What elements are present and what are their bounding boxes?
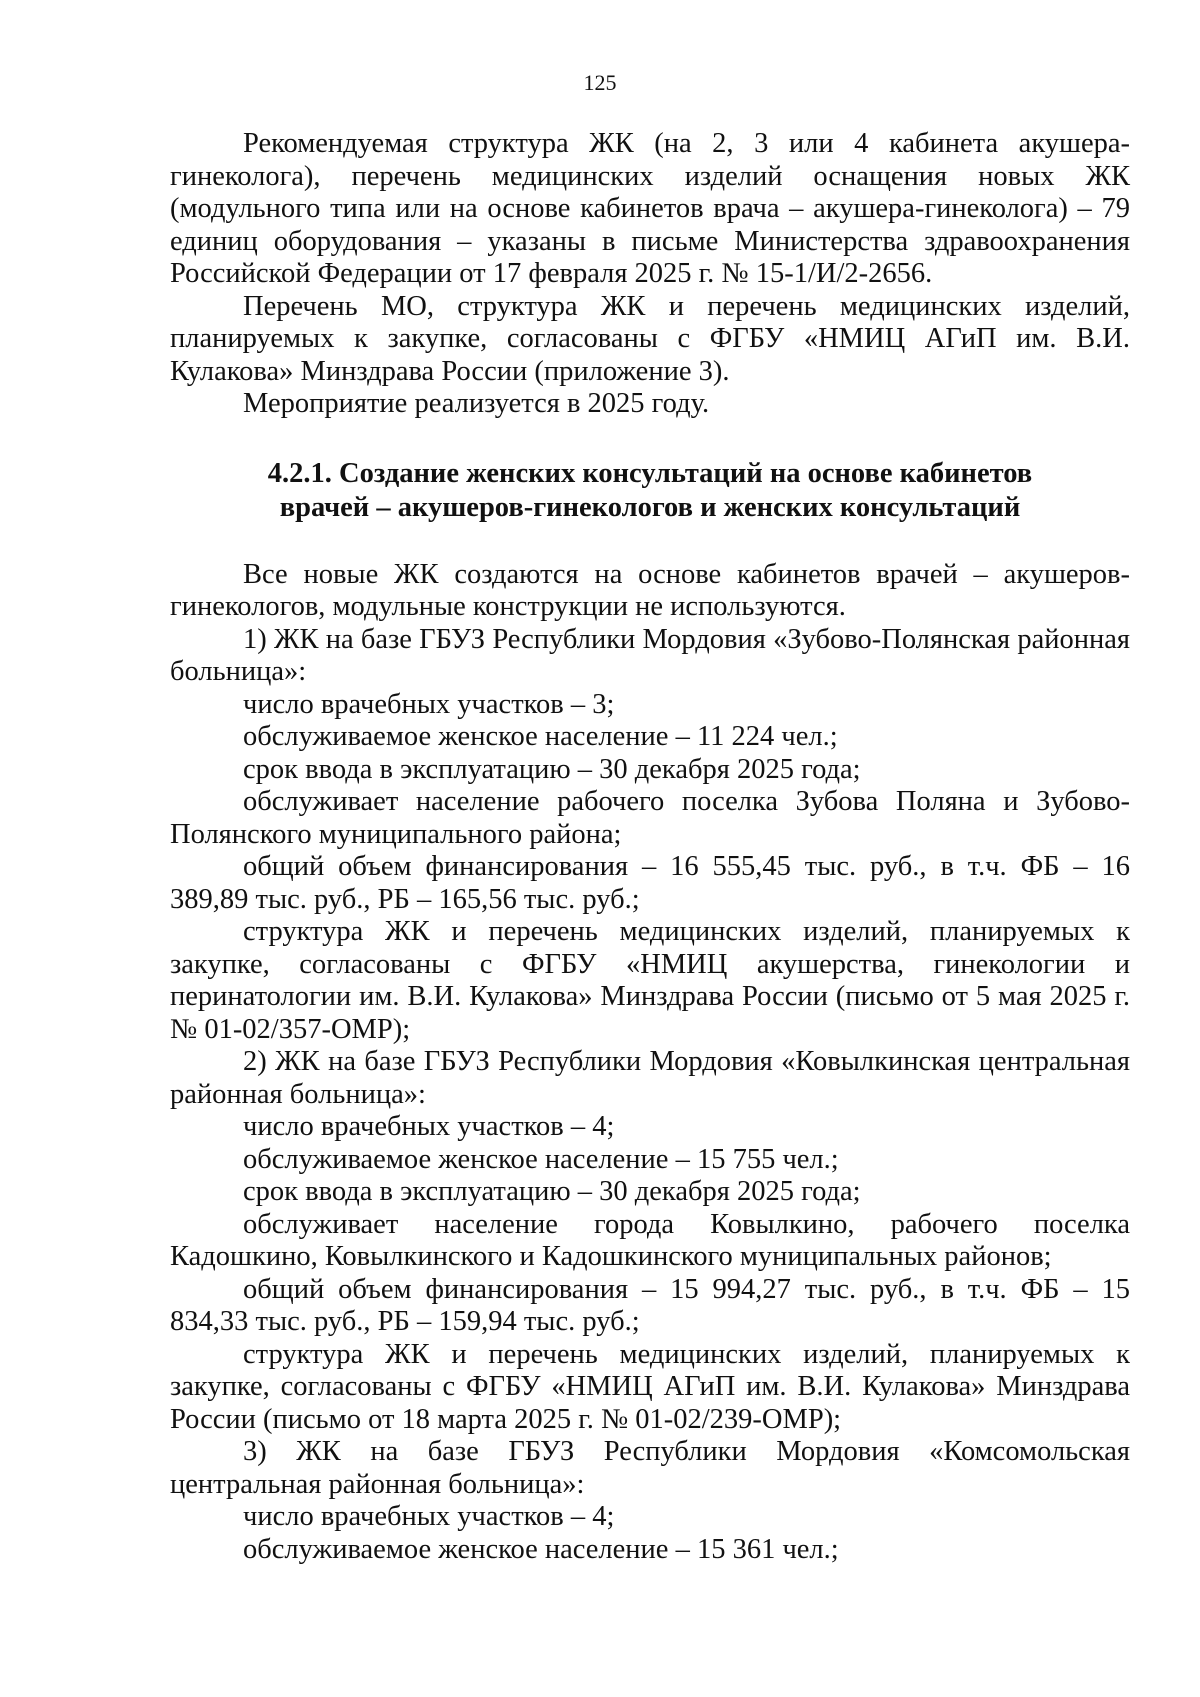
list-detail: обслуживаемое женское население – 15 755 чел.; bbox=[243, 1143, 839, 1175]
list-detail: общий объем финансирования – 15 994,27 тыс. руб., в т.ч. ФБ – 15 834,33 тыс. руб., РБ – 159,94 тыс. руб.; bbox=[170, 1273, 1130, 1337]
list-item-header: 2) ЖК на базе ГБУЗ Республики Мордовия «Ковылкинская центральная районная больница»: bbox=[170, 1046, 1130, 1110]
list-detail: срок ввода в эксплуатацию – 30 декабря 2025 года; bbox=[243, 1176, 861, 1207]
list-detail: общий объем финансирования – 16 555,45 тыс. руб., в т.ч. ФБ – 16 389,89 тыс. руб., РБ – 165,56 тыс. руб.; bbox=[170, 851, 1130, 915]
section-heading-line: врачей – акушеров-гинекологов и женских консультаций bbox=[279, 491, 1021, 523]
page-number: 125 bbox=[583, 70, 617, 95]
list-detail: обслуживает население города Ковылкино, рабочего поселка Кадошкино, Ковылкинского и Кадошкинского муниципальных районов; bbox=[170, 1208, 1130, 1272]
section-heading-line: 4.2.1. Создание женских консультаций на основе кабинетов bbox=[267, 457, 1033, 489]
list-detail: число врачебных участков – 4; bbox=[243, 1501, 615, 1532]
paragraph: Перечень МО, структура ЖК и перечень медицинских изделий, планируемых к закупке, согласованы с ФГБУ «НМИЦ АГиП им. В.И. Кулакова» Минздрава России (приложение 3). bbox=[170, 290, 1130, 387]
paragraph: Все новые ЖК создаются на основе кабинетов врачей – акушеров-гинекологов, модульные конструкции не используются. bbox=[170, 558, 1130, 622]
list-item-header: 3) ЖК на базе ГБУЗ Республики Мордовия «Комсомольская центральная районная больница»: bbox=[170, 1436, 1130, 1500]
list-detail: обслуживаемое женское население – 11 224 чел.; bbox=[243, 721, 838, 752]
list-detail: структура ЖК и перечень медицинских изделий, планируемых к закупке, согласованы с ФГБУ «НМИЦ АГиП им. В.И. Кулакова» Минздрава России (письмо от 18 марта 2025 г. № 01-02/239-ОМР); bbox=[170, 1338, 1130, 1435]
list-detail: число врачебных участков – 3; bbox=[243, 688, 615, 720]
list-detail: обслуживает население рабочего поселка Зубова Поляна и Зубово-Полянского муниципального района; bbox=[170, 786, 1130, 850]
paragraph: Мероприятие реализуется в 2025 году. bbox=[243, 388, 710, 419]
list-item-header: 1) ЖК на базе ГБУЗ Республики Мордовия «Зубово-Полянская районная больница»: bbox=[170, 623, 1130, 687]
section-heading bbox=[170, 457, 1130, 525]
paragraph: Рекомендуемая структура ЖК (на 2, 3 или 4 кабинета акушера-гинеколога), перечень медицинских изделий оснащения новых ЖК (модульного типа или на основе кабинетов врача – акушера-гинеколога) – 79 единиц оборудования – указаны в письме Министерства здравоохранения Российской Федерации от 17 февраля 2025 г. № 15-1/И/2-2656. bbox=[170, 128, 1130, 289]
list-detail: структура ЖК и перечень медицинских изделий, планируемых к закупке, согласованы с ФГБУ «НМИЦ акушерства, гинекологии и перинатологии им. В.И. Кулакова» Минздрава России (письмо от 5 мая 2025 г. № 01-02/357-ОМР); bbox=[170, 916, 1130, 1045]
list-detail: срок ввода в эксплуатацию – 30 декабря 2025 года; bbox=[243, 753, 861, 785]
document-body bbox=[170, 128, 1130, 1566]
list-detail: число врачебных участков – 4; bbox=[243, 1111, 615, 1142]
list-detail: обслуживаемое женское население – 15 361 чел.; bbox=[243, 1533, 839, 1565]
